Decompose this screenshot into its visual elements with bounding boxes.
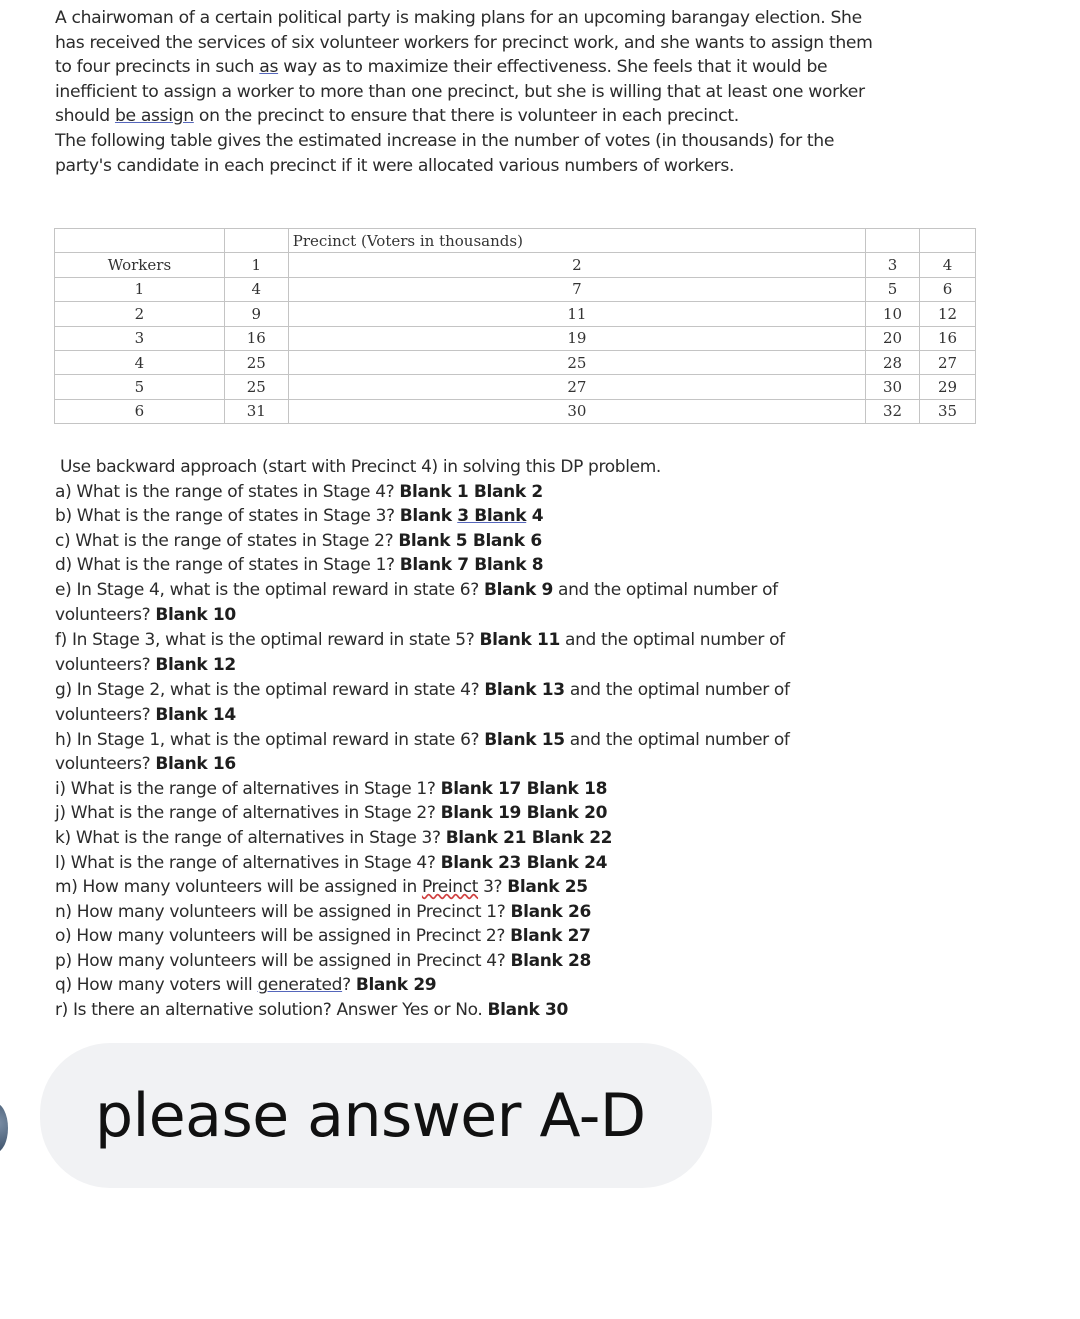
workers-cell: 2 <box>55 302 225 326</box>
table-row <box>55 277 976 301</box>
table-row <box>55 350 976 374</box>
vote-cell: 16 <box>920 326 976 350</box>
question-q: q) How many voters will generated? Blank 29 <box>55 975 437 996</box>
vote-cell: 32 <box>866 399 920 423</box>
vote-cell: 30 <box>288 399 865 423</box>
question-e: e) In Stage 4, what is the optimal reward in state 6? Blank 9 and the optimal number of volunteers? Blank 10 <box>55 579 778 625</box>
question-j: j) What is the range of alternatives in Stage 2? Blank 19 Blank 20 <box>55 803 608 824</box>
vote-cell: 12 <box>920 302 976 326</box>
intro-paragraph-2: The following table gives the estimated increase in the number of votes (in thousands) for the party's candidate in each precinct if it were allocated various numbers of workers. <box>55 130 835 176</box>
question-l: l) What is the range of alternatives in Stage 4? Blank 23 Blank 24 <box>55 852 608 873</box>
vote-cell: 10 <box>866 302 920 326</box>
vote-cell: 11 <box>288 302 865 326</box>
vote-cell: 25 <box>224 350 288 374</box>
question-d: d) What is the range of states in Stage 1? Blank 7 Blank 8 <box>55 555 544 576</box>
chat-message-bubble[interactable] <box>40 1043 712 1188</box>
table-row <box>55 375 976 399</box>
question-g: g) In Stage 2, what is the optimal reward in state 4? Blank 13 and the optimal number of volunteers? Blank 14 <box>55 680 790 725</box>
table-row <box>55 399 976 423</box>
table-header-row <box>55 253 976 277</box>
precinct-number: 2 <box>288 253 865 277</box>
vote-cell: 6 <box>920 277 976 301</box>
precinct-number: 3 <box>866 253 920 277</box>
precinct-number: 4 <box>920 253 976 277</box>
workers-cell: 5 <box>55 375 225 399</box>
question-c: c) What is the range of states in Stage 2? Blank 5 Blank 6 <box>55 530 542 551</box>
question-h: h) In Stage 1, what is the optimal reward in state 6? Blank 15 and the optimal number of volunteers? Blank 16 <box>55 729 790 775</box>
workers-cell: 6 <box>55 399 225 423</box>
vote-cell: 30 <box>866 375 920 399</box>
instructions: Use backward approach (start with Precinct 4) in solving this DP problem. <box>60 457 661 477</box>
vote-cell: 29 <box>920 375 976 399</box>
vote-cell: 9 <box>224 302 288 326</box>
question-m: m) How many volunteers will be assigned in Preinct 3? Blank 25 <box>55 877 588 898</box>
workers-header: Workers <box>55 253 225 277</box>
precinct-header: Precinct (Voters in thousands) <box>288 229 865 253</box>
vote-cell: 20 <box>866 326 920 350</box>
workers-cell: 1 <box>55 277 225 301</box>
vote-cell: 4 <box>224 277 288 301</box>
vote-cell: 16 <box>224 326 288 350</box>
question-b: b) What is the range of states in Stage 3? Blank 3 Blank 4 <box>55 506 544 527</box>
question-n: n) How many volunteers will be assigned in Precinct 1? Blank 26 <box>55 901 591 922</box>
vote-cell: 28 <box>866 350 920 374</box>
table-title-row <box>55 229 976 253</box>
workers-cell: 3 <box>55 326 225 350</box>
vote-cell: 5 <box>866 277 920 301</box>
workers-table <box>54 228 976 424</box>
vote-cell: 31 <box>224 399 288 423</box>
workers-cell: 4 <box>55 350 225 374</box>
question-r: r) Is there an alternative solution? Answer Yes or No. Blank 30 <box>55 1000 568 1021</box>
question-i: i) What is the range of alternatives in Stage 1? Blank 17 Blank 18 <box>55 778 608 799</box>
intro-paragraph-1: A chairwoman of a certain political party is making plans for an upcoming barangay election. She has received the services of six volunteer workers for precinct work, and she wants to assign them to four precincts in such as way as to maximize their effectiveness. She feels that it would be inefficient to assign a worker to more than one precinct, but she is willing that at least one worker should be assign on the precinct to ensure that there is volunteer in each precinct. <box>55 8 873 127</box>
vote-cell: 27 <box>288 375 865 399</box>
vote-cell: 25 <box>288 350 865 374</box>
vote-cell: 19 <box>288 326 865 350</box>
precinct-number: 1 <box>224 253 288 277</box>
vote-cell: 35 <box>920 399 976 423</box>
problem-statement <box>55 6 885 178</box>
question-o: o) How many volunteers will be assigned in Precinct 2? Blank 27 <box>55 926 591 947</box>
vote-cell: 27 <box>920 350 976 374</box>
question-a: a) What is the range of states in Stage 4? Blank 1 Blank 2 <box>55 481 543 502</box>
question-p: p) How many volunteers will be assigned in Precinct 4? Blank 28 <box>55 950 591 971</box>
question-k: k) What is the range of alternatives in Stage 3? Blank 21 Blank 22 <box>55 827 613 848</box>
avatar <box>0 1103 8 1153</box>
table-row <box>55 302 976 326</box>
question-list <box>55 455 835 1023</box>
table-row <box>55 326 976 350</box>
vote-cell: 25 <box>224 375 288 399</box>
chat-message-text: please answer A-D <box>95 1081 646 1151</box>
vote-cell: 7 <box>288 277 865 301</box>
question-f: f) In Stage 3, what is the optimal reward in state 5? Blank 11 and the optimal number of volunteers? Blank 12 <box>55 630 785 675</box>
